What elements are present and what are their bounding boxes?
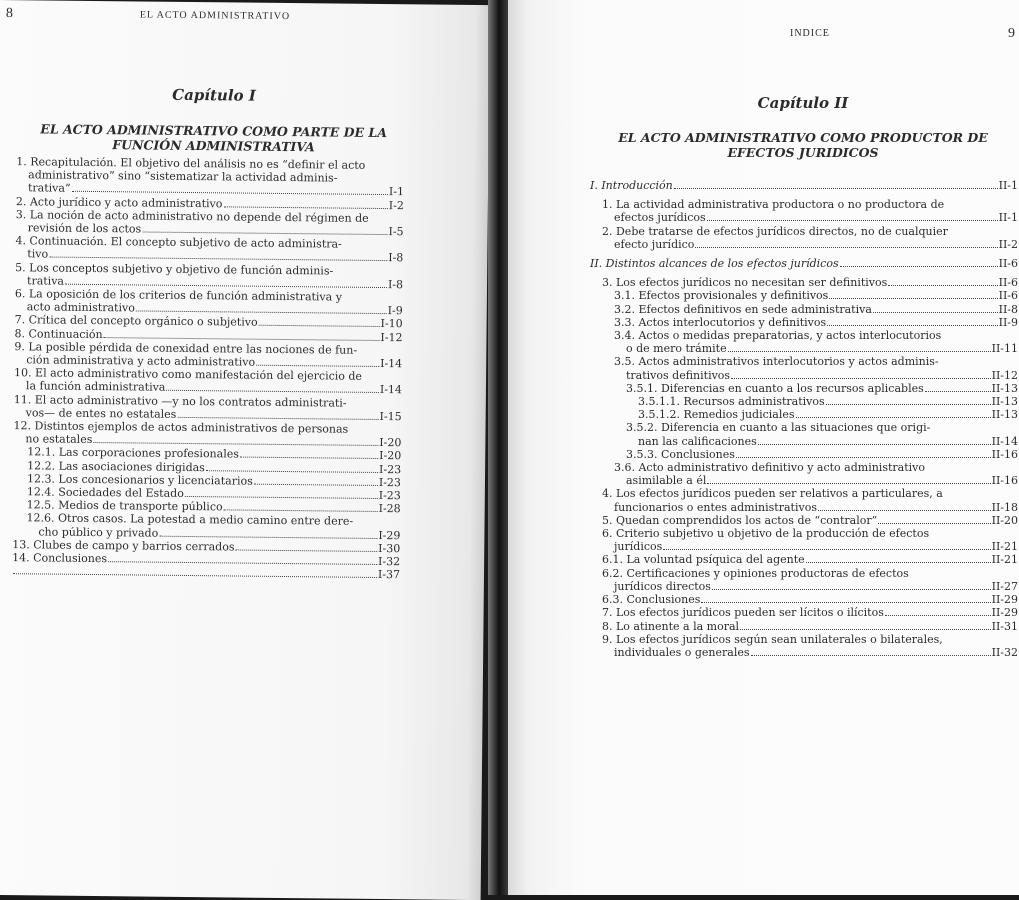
dot-leader: [878, 514, 990, 524]
dot-leader: [93, 433, 378, 446]
toc-entry-text: cho público y privado: [38, 525, 158, 539]
dot-leader: [256, 356, 379, 367]
toc-entry-text: 7. Los efectos jurídicos pueden ser lícitos o ilícitos: [602, 606, 884, 619]
toc-page-number: I-30: [378, 542, 400, 555]
dot-leader: [663, 540, 990, 550]
toc-entry-text: no estatales: [25, 433, 92, 447]
left-chapter-subtitle-2: FUNCIÓN ADMINISTRATIVA: [0, 136, 429, 156]
toc-page-number: II-18: [992, 501, 1018, 514]
left-running-head: EL ACTO ADMINISTRATIVO: [140, 9, 290, 22]
toc-entry-text: 3.5.3. Conclusiones: [626, 448, 735, 461]
dot-leader: [826, 395, 991, 405]
toc-page-number: I-9: [388, 304, 403, 317]
dot-leader: [731, 369, 991, 379]
toc-entry: [614, 461, 1018, 487]
toc-entry: [614, 316, 1018, 329]
toc-entry: [626, 448, 1018, 461]
dot-leader: [728, 342, 991, 352]
toc-entry-text: trativa: [27, 274, 64, 288]
toc-page-number: I-12: [380, 331, 402, 344]
toc-page-number: II-13: [992, 395, 1018, 408]
toc-entry-text: 9. Los efectos jurídicos según sean unilaterales o bilaterales,: [602, 633, 943, 646]
toc-entry-text: 1. La actividad administrativa productora o no productora de: [602, 198, 944, 211]
toc-entry: [626, 382, 1018, 395]
toc-entry-text: 6.3. Conclusiones: [602, 593, 700, 606]
toc-entry-text: funcionarios o entes administrativos: [614, 501, 817, 514]
toc-entry-text: 3.6. Acto administrativo definitivo y acto administrativo: [614, 461, 925, 474]
toc-page-number: I-15: [380, 410, 402, 423]
toc-entry: [15, 234, 403, 264]
toc-entry: [602, 514, 1018, 527]
toc-page-number: I-14: [380, 383, 402, 396]
toc-entry: [638, 395, 1018, 408]
toc-page-number: II-12: [992, 369, 1018, 382]
toc-entry-text: individuales o generales: [614, 646, 750, 659]
toc-entry-text: nan las calificaciones: [638, 435, 757, 448]
toc-page-number: I-37: [378, 568, 400, 581]
toc-entry-text: 3.5.1.2. Remedios judiciales: [638, 408, 795, 421]
toc-entry-text: administrativo” sino “sistematizar la actividad adminis-: [28, 169, 337, 185]
toc-entry-text: 12.4. Sociedades del Estado: [27, 485, 184, 500]
dot-leader: [72, 182, 388, 195]
dot-leader: [49, 248, 387, 262]
toc-page-number: II-2: [999, 238, 1018, 251]
toc-entry-text: efectos jurídicos: [614, 211, 706, 224]
toc-entry: [602, 553, 1018, 566]
toc-entry-text: 3.3. Actos interlocutorios y definitivos: [614, 316, 826, 329]
toc-entry: [614, 329, 1018, 355]
toc-entry: [638, 408, 1018, 421]
toc-page-number: II-32: [992, 646, 1018, 659]
dot-leader: [674, 179, 998, 189]
dot-leader: [885, 606, 991, 616]
book-gutter: [488, 0, 510, 895]
toc-page-number: II-13: [992, 382, 1018, 395]
toc-entry-text: trativa”: [28, 182, 71, 196]
toc-page-number: II-6: [999, 289, 1018, 302]
dot-leader: [159, 526, 377, 538]
toc-page-number: II-1: [999, 211, 1018, 224]
dot-leader: [712, 580, 991, 590]
dot-leader: [695, 238, 997, 248]
toc-page-number: II-14: [992, 435, 1018, 448]
toc-page-number: II-1: [999, 179, 1018, 192]
toc-entry: [13, 419, 401, 449]
toc-entry-text: 8. Lo atinente a la moral: [602, 620, 739, 633]
toc-entry: [602, 225, 1018, 251]
toc-page-number: II-9: [999, 316, 1018, 329]
toc-page-number: I-28: [379, 502, 401, 515]
toc-entry-text: efecto jurídico: [614, 238, 694, 251]
right-chapter-title: Capítulo II: [588, 94, 1018, 112]
toc-entry-text: tivo: [27, 248, 48, 261]
dot-leader: [818, 501, 991, 511]
toc-page-number: I-14: [380, 357, 402, 370]
dot-leader: [185, 487, 378, 499]
toc-entry-text: 12.3. Los concesionarios y licenciatarios: [27, 472, 253, 488]
toc-page-number: I-8: [388, 278, 403, 291]
toc-page-number: II-21: [992, 553, 1018, 566]
toc-page-number: I-23: [379, 489, 401, 502]
toc-entry-text: 3.1. Efectos provisionales y definitivos: [614, 289, 828, 302]
toc-entry-text: 12.6. Otros casos. La potestad a medio camino entre dere-: [27, 512, 354, 529]
toc-entry-text: 6. La oposición de los criterios de función administrativa y: [15, 287, 342, 304]
toc-entry-text: 10. El acto administrativo como manifestación del ejercicio de: [14, 366, 362, 383]
toc-entry-text: 12.2. Las asociaciones dirigidas: [27, 459, 205, 474]
left-chapter-subtitle-1: EL ACTO ADMINISTRATIVO COMO PARTE DE LA: [0, 121, 429, 141]
toc-page-number: II-13: [992, 408, 1018, 421]
toc-page-number: I-1: [389, 185, 404, 198]
toc-entry-text: 9. La posible pérdida de conexidad entre las nociones de fun-: [14, 340, 357, 357]
toc-entry: [14, 340, 402, 370]
toc-entry: [15, 287, 403, 317]
toc-entry-text: trativos definitivos: [626, 369, 730, 382]
toc-entry: [602, 198, 1018, 224]
toc-page-number: I-10: [380, 317, 402, 330]
toc-entry: [602, 620, 1018, 633]
dot-leader: [740, 620, 991, 630]
toc-page-number: I-5: [388, 225, 403, 238]
toc-entry-text: 13. Clubes de campo y barrios cerrados: [12, 538, 234, 554]
toc-entry-text: 12.1. Las corporaciones profesionales: [27, 446, 239, 461]
toc-entry: [15, 261, 403, 291]
toc-page-number: I-29: [378, 529, 400, 542]
dot-leader: [751, 646, 991, 656]
toc-entry-text: o de mero trámite: [626, 342, 727, 355]
dot-leader: [177, 408, 378, 420]
dot-leader: [223, 197, 388, 209]
toc-entry-text: 3. La noción de acto administrativo no depende del régimen de: [16, 208, 369, 225]
toc-entry-text: jurídicos directos: [614, 580, 711, 593]
right-running-head: INDICE: [790, 28, 830, 39]
dot-leader: [224, 501, 378, 513]
toc-entry: [590, 179, 1018, 192]
toc-page-number: II-27: [992, 580, 1018, 593]
toc-entry-text: 3. Los efectos jurídicos no necesitan ser definitivos: [602, 276, 887, 289]
toc-entry: [16, 155, 404, 199]
toc-entry-text: 3.5. Actos administrativos interlocutorios y actos adminis-: [614, 355, 939, 368]
toc-page-number: II-16: [992, 474, 1018, 487]
dot-leader: [254, 475, 378, 486]
toc-entry-text: 3.2. Efectos definitivos en sede administrativa: [614, 303, 872, 316]
dot-leader: [829, 289, 997, 299]
dot-leader: [240, 448, 378, 459]
toc-entry: [14, 393, 402, 423]
toc-entry: [602, 606, 1018, 619]
toc-entry-text: 6.2. Certificaciones y opiniones productoras de efectos: [602, 567, 909, 580]
toc-page-number: I-32: [378, 555, 400, 568]
dot-leader: [736, 448, 991, 458]
toc-entry-text: 2. Debe tratarse de efectos jurídicos directos, no de cualquier: [602, 225, 948, 238]
toc-entry-text: 6.1. La voluntad psíquica del agente: [602, 553, 805, 566]
toc-entry: [626, 421, 1018, 447]
toc-page-number: II-8: [999, 303, 1018, 316]
toc-entry: [12, 564, 400, 581]
toc-page-number: I-20: [379, 436, 401, 449]
dot-leader: [925, 382, 991, 392]
toc-page-number: I-23: [379, 476, 401, 489]
toc-entry-text: 14. Conclusiones: [12, 551, 107, 565]
dot-leader: [707, 474, 990, 484]
dot-leader: [206, 461, 378, 473]
toc-page-number: II-31: [992, 620, 1018, 633]
toc-entry-text: II. Distintos alcances de los efectos jurídicos: [590, 257, 839, 270]
toc-entry: [602, 567, 1018, 593]
right-chapter-subtitle-2: EFECTOS JURIDICOS: [588, 145, 1018, 160]
toc-page-number: I-20: [379, 449, 401, 462]
toc-page-number: II-21: [992, 540, 1018, 553]
toc-page-number: II-29: [992, 593, 1018, 606]
dot-leader: [758, 435, 991, 445]
toc-entry-text: 3.5.2. Diferencia en cuanto a las situaciones que origi-: [626, 421, 930, 434]
toc-entry: [26, 512, 400, 542]
right-page-number: 9: [1008, 26, 1015, 42]
toc-entry-text: 5. Quedan comprendidos los actos de “contralor”: [602, 514, 877, 527]
toc-entry-text: jurídicos: [614, 540, 662, 553]
toc-entry-text: revisión de los actos: [28, 221, 142, 235]
right-page: [508, 0, 1019, 895]
toc-entry: [16, 208, 404, 238]
toc-entry-text: 12. Distintos ejemplos de actos administrativos de personas: [13, 419, 348, 436]
toc-entry: [602, 593, 1018, 606]
toc-entry-text: 4. Continuación. El concepto subjetivo de acto administra-: [15, 234, 341, 251]
toc-entry-text: 4. Los efectos jurídicos pueden ser relativos a particulares, a: [602, 487, 943, 500]
right-toc: [590, 179, 1018, 659]
dot-leader: [840, 257, 998, 267]
toc-entry: [602, 487, 1018, 513]
toc-entry-text: I. Introducción: [590, 179, 673, 192]
toc-entry-text: 1. Recapitulación. El objetivo del análisis no es “definir el acto: [16, 155, 365, 172]
left-page: [0, 0, 490, 900]
toc-entry-text: 3.4. Actos o medidas preparatorias, y actos interlocutorios: [614, 329, 941, 342]
toc-entry-text: ción administrativa y acto administrativo: [26, 353, 255, 369]
toc-entry: [614, 289, 1018, 302]
toc-page-number: I-8: [388, 252, 403, 265]
dot-leader: [65, 275, 387, 288]
toc-entry-text: 12.5. Medios de transporte público: [27, 499, 223, 514]
toc-page-number: II-20: [992, 514, 1018, 527]
toc-entry-text: 2. Acto jurídico y acto administrativo: [16, 195, 223, 210]
right-chapter-subtitle-1: EL ACTO ADMINISTRATIVO COMO PRODUCTOR DE: [588, 130, 1018, 145]
left-page-number: 8: [6, 6, 13, 22]
toc-entry-text: asimilable a él: [626, 474, 706, 487]
toc-entry-text: acto administrativo: [27, 301, 135, 315]
toc-page-number: I-23: [379, 463, 401, 476]
dot-leader: [701, 593, 990, 603]
dot-leader: [806, 553, 991, 563]
left-toc: [12, 155, 404, 582]
toc-entry-text: 7. Crítica del concepto orgánico o subjetivo: [15, 314, 258, 330]
toc-entry: [590, 257, 1018, 270]
toc-entry-text: la función administrativa: [26, 380, 166, 395]
dot-leader: [108, 552, 377, 565]
toc-page-number: II-6: [999, 257, 1018, 270]
toc-entry: [602, 527, 1018, 553]
dot-leader: [796, 408, 991, 418]
dot-leader: [888, 276, 997, 286]
toc-entry-text: 3.5.1. Diferencias en cuanto a los recursos aplicables: [626, 382, 924, 395]
dot-leader: [136, 302, 387, 315]
toc-entry: [602, 276, 1018, 289]
toc-entry: [614, 355, 1018, 381]
toc-entry-text: 11. El acto administrativo —y no los contratos administrati-: [14, 393, 347, 410]
dot-leader: [259, 316, 380, 327]
toc-page-number: II-6: [999, 276, 1018, 289]
dot-leader: [707, 211, 998, 221]
dot-leader: [166, 381, 379, 393]
toc-entry-text: 3.5.1.1. Recursos administrativos: [638, 395, 825, 408]
toc-entry-text: vos— de entes no estatales: [26, 406, 177, 421]
toc-entry-text: 6. Criterio subjetivo u objetivo de la producción de efectos: [602, 527, 929, 540]
toc-page-number: II-16: [992, 448, 1018, 461]
toc-page-number: II-11: [992, 342, 1018, 355]
toc-entry: [14, 366, 402, 396]
toc-entry-text: 8. Continuación: [14, 327, 102, 341]
toc-entry: [614, 303, 1018, 316]
left-chapter-title: Capítulo I: [0, 84, 429, 107]
dot-leader: [827, 316, 997, 326]
dot-leader: [142, 223, 387, 236]
dot-leader: [104, 328, 380, 341]
toc-entry-text: 5. Los conceptos subjetivo y objetivo de función adminis-: [15, 261, 333, 278]
toc-page-number: II-29: [992, 606, 1018, 619]
dot-leader: [235, 540, 377, 551]
toc-page-number: I-2: [389, 199, 404, 212]
dot-leader: [873, 303, 998, 313]
toc-entry: [602, 633, 1018, 659]
